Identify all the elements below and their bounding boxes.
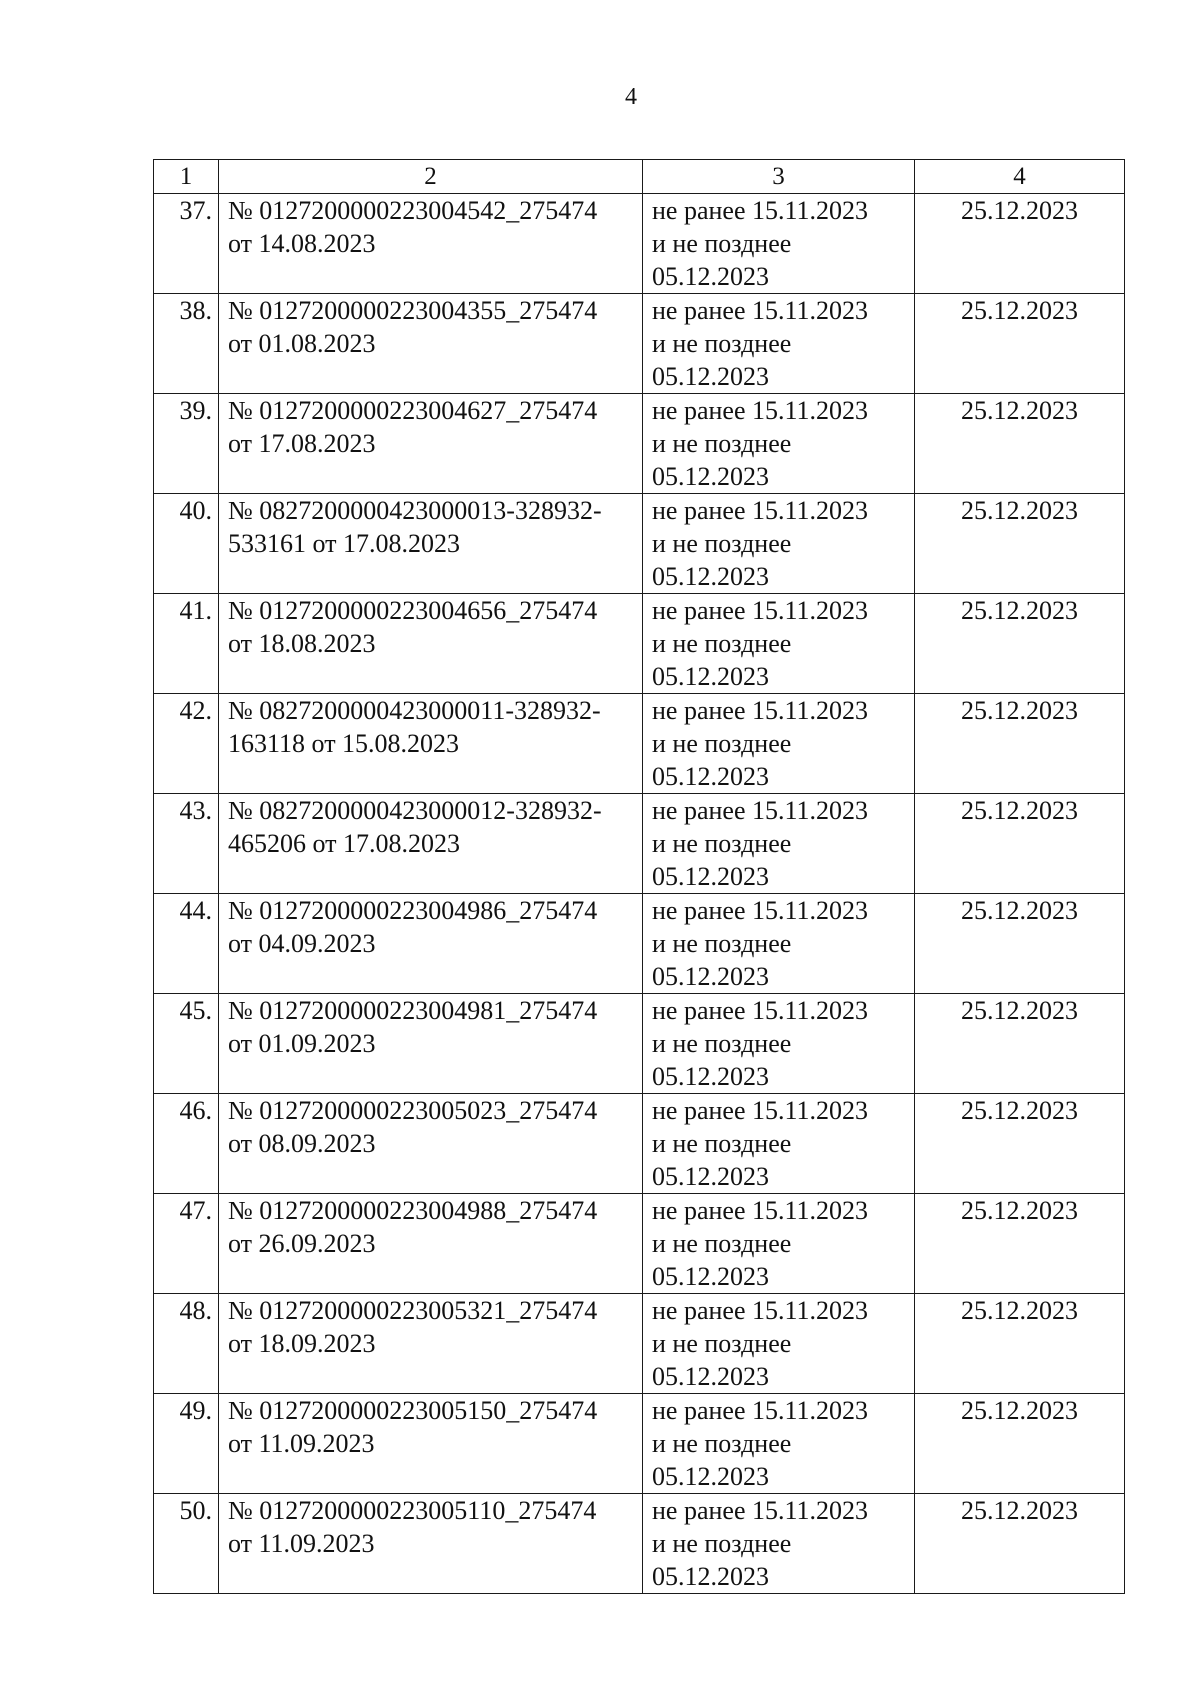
period-cell	[643, 394, 915, 494]
deadline-date: 25.12.2023	[961, 996, 1078, 1025]
contract-cell	[219, 994, 643, 1094]
contract-number: № 0127200000223005023_275474	[228, 1096, 598, 1125]
row-number-cell	[154, 594, 219, 694]
period-line: не ранее 15.11.2023	[652, 896, 869, 925]
column-number-header-row	[154, 160, 1125, 194]
contract-cell	[219, 394, 643, 494]
period-line: и не позднее	[652, 929, 792, 958]
deadline-cell	[915, 1394, 1125, 1494]
row-number: 38.	[179, 296, 212, 325]
deadline-cell	[915, 1294, 1125, 1394]
contract-number: № 0127200000223004627_275474	[228, 396, 598, 425]
contract-date: от 14.08.2023	[228, 229, 376, 258]
contract-number: № 0127200000223005150_275474	[228, 1396, 598, 1425]
deadline-date: 25.12.2023	[961, 196, 1078, 225]
contract-date: от 26.09.2023	[228, 1229, 376, 1258]
column-number-cell: 4	[915, 160, 1125, 194]
row-number: 39.	[179, 396, 212, 425]
row-number: 48.	[179, 1296, 212, 1325]
table-row	[154, 294, 1125, 394]
period-line: 05.12.2023	[652, 662, 769, 691]
row-number: 40.	[179, 496, 212, 525]
contract-date: от 18.09.2023	[228, 1329, 376, 1358]
contract-date: от 11.09.2023	[228, 1429, 375, 1458]
deadline-cell	[915, 494, 1125, 594]
contract-number: № 0827200000423000013-328932-	[228, 496, 602, 525]
contract-number: № 0127200000223004986_275474	[228, 896, 598, 925]
deadline-cell	[915, 994, 1125, 1094]
contract-number: № 0127200000223004988_275474	[228, 1196, 598, 1225]
period-line: не ранее 15.11.2023	[652, 596, 869, 625]
contract-number: № 0827200000423000011-328932-	[228, 696, 601, 725]
row-number: 45.	[179, 996, 212, 1025]
row-number-cell	[154, 894, 219, 994]
row-number-cell	[154, 1494, 219, 1594]
row-number: 47.	[179, 1196, 212, 1225]
contract-date: от 04.09.2023	[228, 929, 376, 958]
row-number: 41.	[179, 596, 212, 625]
contract-number: № 0827200000423000012-328932-	[228, 796, 602, 825]
contract-date: 163118 от 15.08.2023	[228, 729, 460, 758]
period-cell	[643, 894, 915, 994]
period-cell	[643, 494, 915, 594]
period-line: не ранее 15.11.2023	[652, 796, 869, 825]
table-row	[154, 594, 1125, 694]
contract-number: № 01272000002230045​42_275474	[228, 196, 598, 225]
period-line: и не позднее	[652, 1029, 792, 1058]
period-line: и не позднее	[652, 1529, 792, 1558]
period-line: и не позднее	[652, 1229, 792, 1258]
table-row	[154, 494, 1125, 594]
period-line: 05.12.2023	[652, 1362, 769, 1391]
row-number-cell	[154, 1094, 219, 1194]
deadline-date: 25.12.2023	[961, 296, 1078, 325]
period-line: и не позднее	[652, 529, 792, 558]
row-number: 49.	[179, 1396, 212, 1425]
period-line: и не позднее	[652, 1429, 792, 1458]
period-line: 05.12.2023	[652, 562, 769, 591]
period-line: не ранее 15.11.2023	[652, 296, 869, 325]
contract-date: от 08.09.2023	[228, 1129, 376, 1158]
period-line: и не позднее	[652, 729, 792, 758]
period-line: и не позднее	[652, 329, 792, 358]
period-cell	[643, 1394, 915, 1494]
period-line: и не позднее	[652, 829, 792, 858]
period-line: 05.12.2023	[652, 1162, 769, 1191]
deadline-cell	[915, 694, 1125, 794]
period-line: не ранее 15.11.2023	[652, 1496, 869, 1525]
period-line: не ранее 15.11.2023	[652, 996, 869, 1025]
period-line: и не позднее	[652, 1329, 792, 1358]
period-line: 05.12.2023	[652, 262, 769, 291]
contract-date: от 01.08.2023	[228, 329, 376, 358]
contract-number: № 0127200000223004656_275474	[228, 596, 598, 625]
row-number: 43.	[179, 796, 212, 825]
contract-cell	[219, 1494, 643, 1594]
contract-date: от 18.08.2023	[228, 629, 376, 658]
deadline-cell	[915, 1094, 1125, 1194]
period-line: 05.12.2023	[652, 1562, 769, 1591]
period-line: и не позднее	[652, 429, 792, 458]
period-cell	[643, 194, 915, 294]
deadline-cell	[915, 894, 1125, 994]
deadline-date: 25.12.2023	[961, 596, 1078, 625]
deadline-date: 25.12.2023	[961, 396, 1078, 425]
deadline-date: 25.12.2023	[961, 1496, 1078, 1525]
period-line: не ранее 15.11.2023	[652, 1296, 869, 1325]
column-number-cell: 1	[154, 160, 219, 194]
row-number: 46.	[179, 1096, 212, 1125]
contract-number: № 0127200000223005321_275474	[228, 1296, 598, 1325]
period-line: не ранее 15.11.2023	[652, 1196, 869, 1225]
table-row	[154, 1294, 1125, 1394]
table-row	[154, 994, 1125, 1094]
deadline-cell	[915, 294, 1125, 394]
row-number-cell	[154, 394, 219, 494]
table-row	[154, 194, 1125, 294]
period-cell	[643, 1194, 915, 1294]
period-cell	[643, 1494, 915, 1594]
period-line: не ранее 15.11.2023	[652, 196, 869, 225]
deadline-cell	[915, 394, 1125, 494]
contract-date: от 17.08.2023	[228, 429, 376, 458]
contract-cell	[219, 894, 643, 994]
period-line: 05.12.2023	[652, 362, 769, 391]
table-row	[154, 1494, 1125, 1594]
contract-cell	[219, 794, 643, 894]
contract-cell	[219, 194, 643, 294]
contract-date: 533161 от 17.08.2023	[228, 529, 461, 558]
period-cell	[643, 694, 915, 794]
period-line: и не позднее	[652, 629, 792, 658]
contract-cell	[219, 294, 643, 394]
deadline-cell	[915, 794, 1125, 894]
deadline-date: 25.12.2023	[961, 1296, 1078, 1325]
period-line: не ранее 15.11.2023	[652, 1096, 869, 1125]
period-cell	[643, 794, 915, 894]
row-number-cell	[154, 494, 219, 594]
contract-cell	[219, 494, 643, 594]
period-line: не ранее 15.11.2023	[652, 696, 869, 725]
contract-cell	[219, 594, 643, 694]
table-row	[154, 694, 1125, 794]
period-cell	[643, 294, 915, 394]
period-cell	[643, 994, 915, 1094]
period-line: 05.12.2023	[652, 1062, 769, 1091]
table-row	[154, 1094, 1125, 1194]
contract-cell	[219, 1294, 643, 1394]
row-number: 44.	[179, 896, 212, 925]
contract-date: 465206 от 17.08.2023	[228, 829, 461, 858]
deadline-cell	[915, 194, 1125, 294]
period-line: и не позднее	[652, 1129, 792, 1158]
period-line: 05.12.2023	[652, 462, 769, 491]
period-cell	[643, 1094, 915, 1194]
period-cell	[643, 594, 915, 694]
table-row	[154, 1194, 1125, 1294]
page-number: 4	[625, 84, 637, 110]
row-number-cell	[154, 194, 219, 294]
contract-cell	[219, 1094, 643, 1194]
deadline-date: 25.12.2023	[961, 1396, 1078, 1425]
period-cell	[643, 1294, 915, 1394]
column-number-cell: 3	[643, 160, 915, 194]
row-number-cell	[154, 1194, 219, 1294]
contract-number: № 0127200000223005110_275474	[228, 1496, 597, 1525]
period-line: 05.12.2023	[652, 762, 769, 791]
period-line: 05.12.2023	[652, 1262, 769, 1291]
row-number-cell	[154, 694, 219, 794]
period-line: 05.12.2023	[652, 862, 769, 891]
contract-date: от 01.09.2023	[228, 1029, 376, 1058]
table-row	[154, 794, 1125, 894]
row-number-cell	[154, 1294, 219, 1394]
deadline-date: 25.12.2023	[961, 696, 1078, 725]
period-line: не ранее 15.11.2023	[652, 496, 869, 525]
deadline-cell	[915, 1494, 1125, 1594]
row-number: 37.	[179, 196, 212, 225]
period-line: 05.12.2023	[652, 962, 769, 991]
contract-cell	[219, 1194, 643, 1294]
row-number-cell	[154, 994, 219, 1094]
row-number-cell	[154, 794, 219, 894]
contract-date: от 11.09.2023	[228, 1529, 375, 1558]
table-row	[154, 394, 1125, 494]
period-line: и не позднее	[652, 229, 792, 258]
deadline-date: 25.12.2023	[961, 496, 1078, 525]
row-number-cell	[154, 1394, 219, 1494]
contract-cell	[219, 694, 643, 794]
contract-number: № 0127200000223004355_275474	[228, 296, 598, 325]
period-line: не ранее 15.11.2023	[652, 1396, 869, 1425]
column-number-cell: 2	[219, 160, 643, 194]
period-line: не ранее 15.11.2023	[652, 396, 869, 425]
table-row	[154, 1394, 1125, 1494]
contract-number: № 0127200000223004981_275474	[228, 996, 598, 1025]
deadline-date: 25.12.2023	[961, 896, 1078, 925]
contract-cell	[219, 1394, 643, 1494]
deadline-cell	[915, 594, 1125, 694]
row-number: 50.	[179, 1496, 212, 1525]
deadline-date: 25.12.2023	[961, 1196, 1078, 1225]
contracts-table	[153, 159, 1125, 1594]
table-row	[154, 894, 1125, 994]
period-line: 05.12.2023	[652, 1462, 769, 1491]
row-number-cell	[154, 294, 219, 394]
deadline-cell	[915, 1194, 1125, 1294]
deadline-date: 25.12.2023	[961, 796, 1078, 825]
row-number: 42.	[179, 696, 212, 725]
deadline-date: 25.12.2023	[961, 1096, 1078, 1125]
